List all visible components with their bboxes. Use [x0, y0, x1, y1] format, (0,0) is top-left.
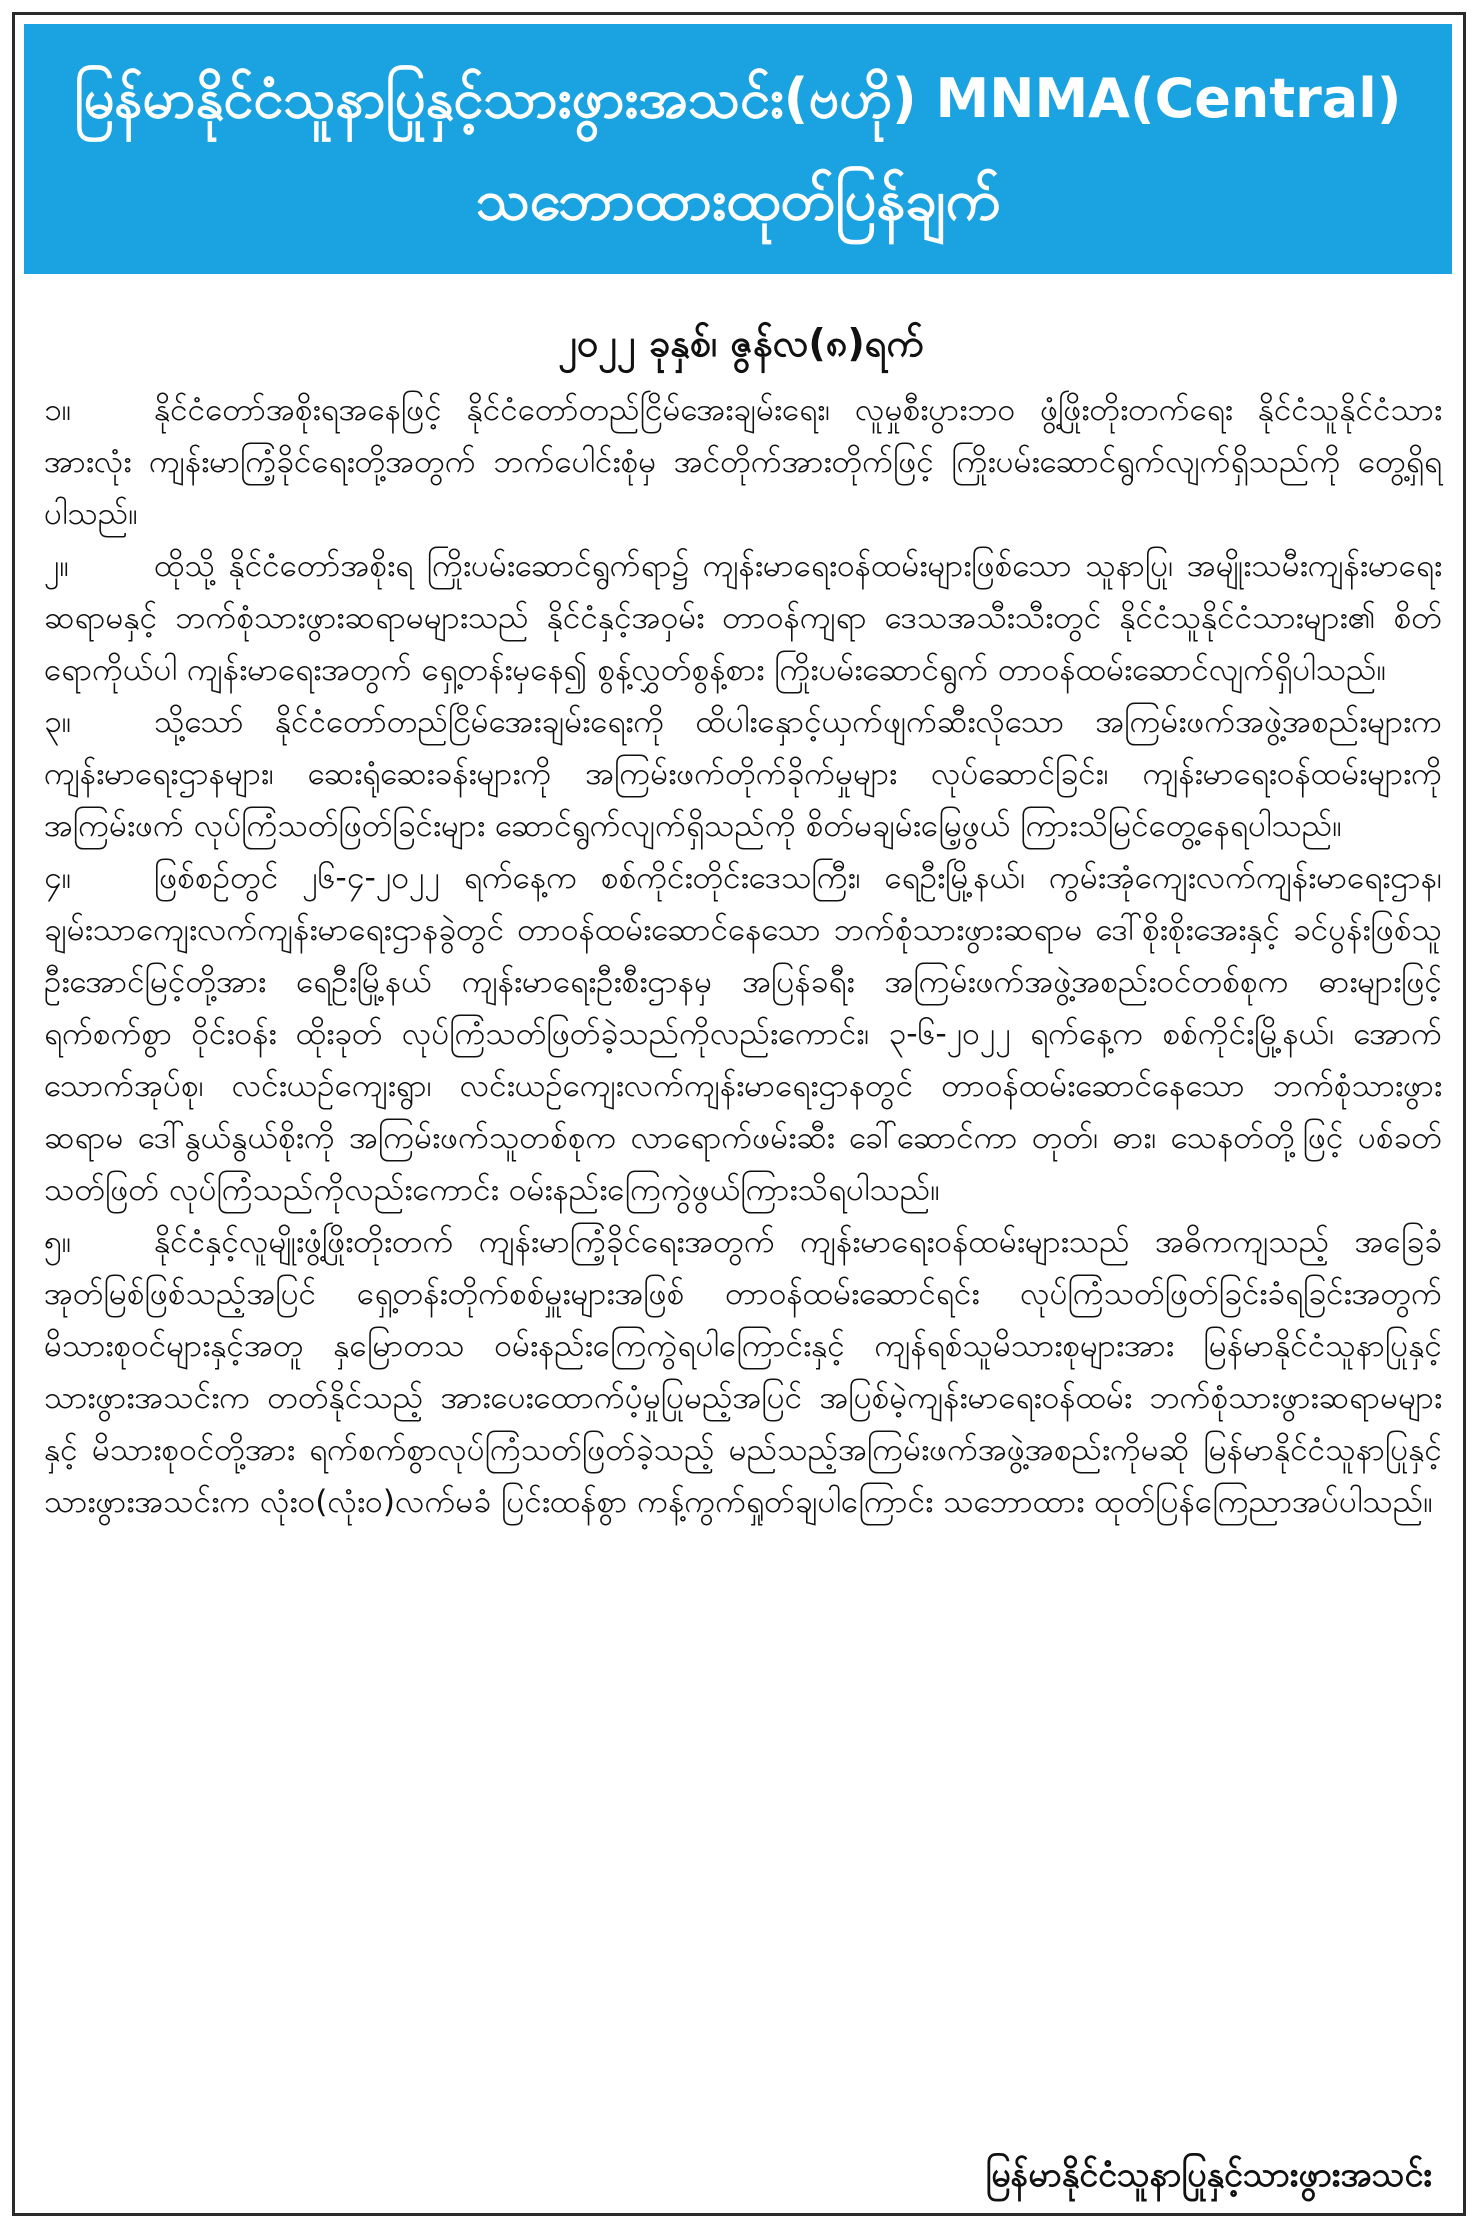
- paragraph-text: နိုင်ငံတော်အစိုးရအနေဖြင့် နိုင်ငံတော်တည်ငြိမ်အေးချမ်းရေး၊ လူမှုစီးပွားဘဝ ဖွံ့ဖြိုးတိုးတက်ရေး နိုင်ငံသူနိုင်ငံသားအားလုံး ကျန်းမာကြံ့ခိုင်ရေးတို့အတွက် ဘက်ပေါင်းစုံမှ အင်တိုက်အားတိုက်ဖြင့် ကြိုးပမ်းဆောင်ရွက်လျက်ရှိသည်ကို တွေ့ရှိရပါသည်။: [44, 392, 1442, 532]
- paragraph-3: [44, 696, 1442, 852]
- paragraph-number: ၅။: [44, 1224, 72, 1260]
- paragraph-4: [44, 852, 1442, 1216]
- paragraph-number: ၂။: [44, 548, 70, 584]
- banner-subtitle: သဘောထားထုတ်ပြန်ချက်: [475, 168, 1001, 233]
- paragraph-5: [44, 1216, 1442, 1528]
- paragraph-text: ဖြစ်စဉ်တွင် ၂၆-၄-၂၀၂၂ ရက်နေ့က စစ်ကိုင်းတိုင်းဒေသကြီး၊ ရေဦးမြို့နယ်၊ ကွမ်းအုံကျေးလက်ကျန်းမာရေးဌာန၊ ချမ်းသာကျေးလက်ကျန်းမာရေးဌာနခွဲတွင် တာဝန်ထမ်းဆောင်နေသော ဘက်စုံသားဖွားဆရာမ ဒေါ်စိုးစိုးအေးနှင့် ခင်ပွန်းဖြစ်သူ ဦးအောင်မြင့်တို့အား ရေဦးမြို့နယ် ကျန်းမာရေးဦးစီးဌာနမှ အပြန်ခရီး အကြမ်းဖက်အဖွဲ့အစည်းဝင်တစ်စုက ဓားများဖြင့် ရက်စက်စွာ ဝိုင်းဝန်း ထိုးခုတ် လုပ်ကြံသတ်ဖြတ်ခဲ့သည်ကိုလည်းကောင်း၊ ၃-၆-၂၀၂၂ ရက်နေ့က စစ်ကိုင်းမြို့နယ်၊ အောက်သောက်အုပ်စု၊ လင်းယဉ်ကျေးရွာ၊ လင်းယဉ်ကျေးလက်ကျန်းမာရေးဌာနတွင် တာဝန်ထမ်းဆောင်နေသော ဘက်စုံသားဖွားဆရာမ ဒေါ်နွယ်နွယ်စိုးကို အကြမ်းဖက်သူတစ်စုက လာရောက်ဖမ်းဆီး ခေါ်ဆောင်ကာ တုတ်၊ ဓား၊ သေနတ်တို့ဖြင့် ပစ်ခတ်သတ်ဖြတ် လုပ်ကြံသည်ကိုလည်းကောင်း ဝမ်းနည်းကြေကွဲဖွယ်ကြားသိရပါသည်။: [44, 860, 1442, 1208]
- paragraph-text: သို့သော် နိုင်ငံတော်တည်ငြိမ်အေးချမ်းရေးကို ထိပါးနှောင့်ယှက်ဖျက်ဆီးလိုသော အကြမ်းဖက်အဖွဲ့အစည်းများက ကျန်းမာရေးဌာနများ၊ ဆေးရုံဆေးခန်းများကို အကြမ်းဖက်တိုက်ခိုက်မှုများ လုပ်ဆောင်ခြင်း၊ ကျန်းမာရေးဝန်ထမ်းများကို အကြမ်းဖက် လုပ်ကြံသတ်ဖြတ်ခြင်းများ ဆောင်ရွက်လျက်ရှိသည်ကို စိတ်မချမ်းမြေ့ဖွယ် ကြားသိမြင်တွေ့နေရပါသည်။: [44, 704, 1442, 844]
- title-banner: [24, 24, 1452, 274]
- paragraph-text: ထိုသို့ နိုင်ငံတော်အစိုးရ ကြိုးပမ်းဆောင်ရွက်ရာ၌ ကျန်းမာရေးဝန်ထမ်းများဖြစ်သော သူနာပြု၊ အမျိုးသမီးကျန်းမာရေးဆရာမနှင့် ဘက်စုံသားဖွားဆရာမများသည် နိုင်ငံနှင့်အဝှမ်း တာဝန်ကျရာ ဒေသအသီးသီးတွင် နိုင်ငံသူနိုင်ငံသားများ၏ စိတ်ရောကိုယ်ပါ ကျန်းမာရေးအတွက် ရှေ့တန်းမှနေ၍ စွန့်လွှတ်စွန့်စား ကြိုးပမ်းဆောင်ရွက် တာဝန်ထမ်းဆောင်လျက်ရှိပါသည်။: [44, 548, 1442, 688]
- paragraph-number: ၁။: [44, 392, 72, 428]
- paragraph-2: [44, 540, 1442, 696]
- paragraph-1: [44, 384, 1442, 540]
- paragraph-number: ၄။: [44, 860, 72, 896]
- statement-body: [44, 384, 1442, 1528]
- statement-date: ၂၀၂၂ ခုနှစ်၊ ဇွန်လ(၈)ရက်: [558, 321, 924, 365]
- paragraph-text: နိုင်ငံနှင့်လူမျိုးဖွံ့ဖြိုးတိုးတက် ကျန်းမာကြံ့ခိုင်ရေးအတွက် ကျန်းမာရေးဝန်ထမ်းများသည် အဓိကကျသည့် အခြေခံအုတ်မြစ်ဖြစ်သည့်အပြင် ရှေ့တန်းတိုက်စစ်မှူးများအဖြစ် တာဝန်ထမ်းဆောင်ရင်း လုပ်ကြံသတ်ဖြတ်ခြင်းခံရခြင်းအတွက် မိသားစုဝင်များနှင့်အတူ နှမြောတသ ဝမ်းနည်းကြေကွဲရပါကြောင်းနှင့် ကျန်ရစ်သူမိသားစုများအား မြန်မာနိုင်ငံသူနာပြုနှင့်သားဖွားအသင်းက တတ်နိုင်သည့် အားပေးထောက်ပံ့မှုပြုမည့်အပြင် အပြစ်မဲ့ကျန်းမာရေးဝန်ထမ်း ဘက်စုံသားဖွားဆရာမများနှင့် မိသားစုဝင်တို့အား ရက်စက်စွာလုပ်ကြံသတ်ဖြတ်ခဲ့သည့် မည်သည့်အကြမ်းဖက်အဖွဲ့အစည်းကိုမဆို မြန်မာနိုင်ငံသူနာပြုနှင့်သားဖွားအသင်းက လုံးဝ(လုံးဝ)လက်မခံ ပြင်းထန်စွာ ကန့်ကွက်ရှုတ်ချပါကြောင်း သဘောထား ထုတ်ပြန်ကြေညာအပ်ပါသည်။: [44, 1224, 1442, 1520]
- banner-title: မြန်မာနိုင်ငံသူနာပြုနှင့်သားဖွားအသင်း(ဗဟို) MNMA(Central): [74, 67, 1402, 130]
- signature: မြန်မာနိုင်ငံသူနာပြုနှင့်သားဖွားအသင်း: [985, 2155, 1432, 2195]
- paragraph-number: ၃။: [44, 704, 72, 740]
